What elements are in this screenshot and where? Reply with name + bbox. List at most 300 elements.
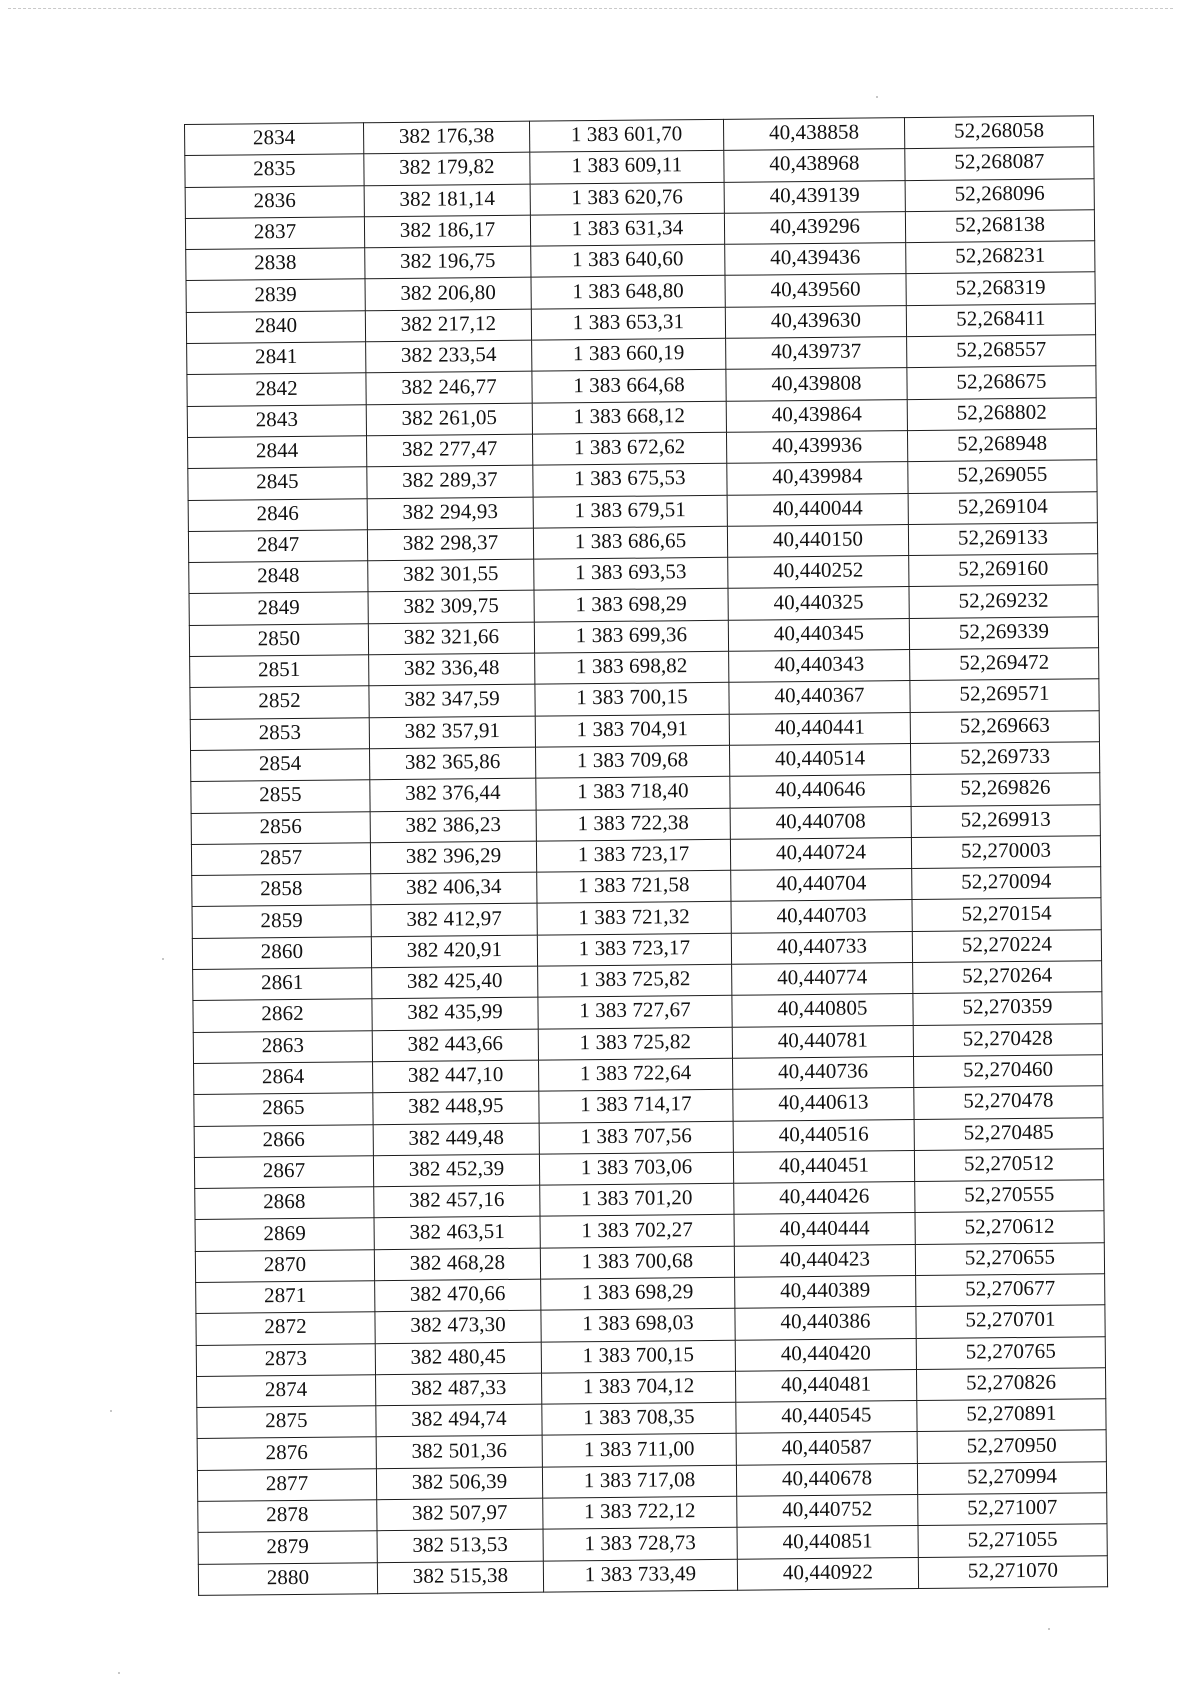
y-coordinate-cell <box>540 1183 734 1216</box>
x-coordinate-cell <box>365 246 531 279</box>
x-coordinate-cell-text: 382 473,30 <box>410 1312 506 1338</box>
y-coordinate-cell <box>542 1402 736 1435</box>
point-number-cell <box>188 436 367 469</box>
longitude-cell-text: 52,270478 <box>963 1088 1054 1113</box>
point-number-cell <box>191 811 370 844</box>
longitude-cell <box>913 992 1102 1025</box>
point-number-cell <box>185 154 364 187</box>
latitude-cell <box>724 180 905 213</box>
point-number-cell <box>194 1124 373 1157</box>
latitude-cell <box>732 994 913 1027</box>
point-number-cell-text: 2871 <box>263 1283 307 1308</box>
latitude-cell-text: 40,440345 <box>773 620 865 646</box>
latitude-cell-text: 40,440774 <box>777 964 868 990</box>
y-coordinate-cell <box>531 307 725 340</box>
x-coordinate-cell-text: 382 501,36 <box>411 1437 508 1463</box>
latitude-cell-text: 40,440423 <box>779 1246 871 1272</box>
x-coordinate-cell <box>376 1404 542 1437</box>
latitude-cell-text: 40,440044 <box>772 495 863 521</box>
y-coordinate-cell <box>532 370 726 403</box>
longitude-cell <box>905 147 1094 180</box>
y-coordinate-cell <box>532 401 726 434</box>
x-coordinate-cell-text: 382 176,38 <box>398 123 495 149</box>
latitude-cell-text: 40,440426 <box>779 1183 870 1209</box>
latitude-cell <box>736 1463 917 1496</box>
longitude-cell-text: 52,269339 <box>958 618 1050 644</box>
point-number-cell-text: 2868 <box>263 1189 306 1214</box>
latitude-cell-text: 40,440587 <box>781 1434 872 1459</box>
x-coordinate-cell-text: 382 277,47 <box>401 436 498 462</box>
longitude-cell <box>916 1305 1105 1338</box>
x-coordinate-cell <box>366 340 532 373</box>
x-coordinate-cell-text: 382 301,55 <box>402 561 499 587</box>
longitude-cell <box>910 679 1099 712</box>
x-coordinate-cell <box>375 1342 541 1375</box>
point-number-cell <box>197 1468 376 1501</box>
latitude-cell-text: 40,440733 <box>776 933 868 959</box>
longitude-cell-text: 52,270094 <box>961 868 1052 894</box>
x-coordinate-cell-text: 382 217,12 <box>400 310 497 336</box>
y-coordinate-cell-text: 1 383 660,19 <box>572 340 685 366</box>
point-number-cell-text: 2850 <box>257 625 301 651</box>
latitude-cell <box>727 524 908 557</box>
latitude-cell-text: 40,438968 <box>769 150 860 176</box>
longitude-cell <box>905 178 1094 211</box>
y-coordinate-cell <box>534 589 728 622</box>
x-coordinate-cell-text: 382 309,75 <box>403 592 499 618</box>
y-coordinate-cell <box>541 1309 735 1342</box>
latitude-cell <box>729 681 910 714</box>
longitude-cell-text: 52,268802 <box>956 399 1047 425</box>
x-coordinate-cell-text: 382 298,37 <box>402 530 499 555</box>
latitude-cell <box>727 493 908 526</box>
point-number-cell-text: 2834 <box>252 125 296 150</box>
latitude-cell <box>737 1495 918 1528</box>
y-coordinate-cell-text: 1 383 675,53 <box>574 465 686 491</box>
longitude-cell-text: 52,269232 <box>958 587 1049 613</box>
x-coordinate-cell <box>372 966 538 999</box>
x-coordinate-cell <box>366 403 532 436</box>
x-coordinate-cell <box>373 1060 539 1093</box>
point-number-cell-text: 2860 <box>260 938 304 964</box>
x-coordinate-cell <box>373 1091 539 1124</box>
point-number-cell-text: 2859 <box>260 907 303 932</box>
latitude-cell <box>723 118 904 151</box>
longitude-cell <box>916 1368 1105 1401</box>
latitude-cell-text: 40,439296 <box>769 213 861 239</box>
latitude-cell-text: 40,440736 <box>777 1058 869 1084</box>
longitude-cell-text: 52,269472 <box>959 649 1050 675</box>
x-coordinate-cell-text: 382 420,91 <box>406 936 503 962</box>
point-number-cell <box>190 686 369 719</box>
latitude-cell-text: 40,440752 <box>782 1496 873 1522</box>
longitude-cell-text: 52,270891 <box>966 1400 1057 1426</box>
y-coordinate-cell-text: 1 383 714,17 <box>580 1091 692 1117</box>
x-coordinate-cell <box>373 1123 539 1156</box>
y-coordinate-cell <box>537 902 731 935</box>
point-number-cell <box>197 1406 376 1439</box>
latitude-cell-text: 40,440703 <box>776 902 867 927</box>
x-coordinate-cell-text: 382 347,59 <box>404 686 500 712</box>
x-coordinate-cell <box>365 309 531 342</box>
y-coordinate-cell-text: 1 383 601,70 <box>570 121 683 147</box>
longitude-cell <box>912 867 1101 900</box>
latitude-cell <box>731 931 912 964</box>
latitude-cell-text: 40,439984 <box>772 463 863 489</box>
x-coordinate-cell <box>370 747 536 780</box>
point-number-cell-text: 2854 <box>258 750 302 776</box>
x-coordinate-cell-text: 382 357,91 <box>404 717 501 743</box>
y-coordinate-cell <box>537 870 731 903</box>
y-coordinate-cell-text: 1 383 707,56 <box>580 1122 693 1148</box>
x-coordinate-cell <box>374 1248 540 1281</box>
y-coordinate-cell <box>542 1465 736 1498</box>
y-coordinate-cell-text: 1 383 728,73 <box>584 1529 696 1555</box>
point-number-cell <box>196 1312 375 1345</box>
latitude-cell-text: 40,440389 <box>780 1277 871 1303</box>
coordinates-table-body <box>185 116 1108 1596</box>
point-number-cell-text: 2865 <box>262 1095 305 1120</box>
point-number-cell-text: 2849 <box>257 594 300 619</box>
latitude-cell <box>729 743 910 776</box>
longitude-cell-text: 52,268138 <box>954 211 1046 237</box>
x-coordinate-cell <box>368 622 534 655</box>
longitude-cell-text: 52,270677 <box>965 1275 1056 1301</box>
longitude-cell <box>910 648 1099 681</box>
latitude-cell <box>735 1338 916 1371</box>
x-coordinate-cell-text: 382 506,39 <box>411 1468 508 1494</box>
point-number-cell <box>198 1562 377 1595</box>
point-number-cell <box>189 592 368 625</box>
latitude-cell-text: 40,440386 <box>780 1308 871 1334</box>
scan-speck <box>876 96 878 98</box>
y-coordinate-cell-text: 1 383 679,51 <box>574 496 687 522</box>
latitude-cell <box>730 837 911 870</box>
y-coordinate-cell <box>535 714 729 747</box>
x-coordinate-cell <box>375 1279 541 1312</box>
longitude-cell-text: 52,270994 <box>966 1463 1058 1489</box>
y-coordinate-cell <box>535 745 729 778</box>
latitude-cell <box>725 305 906 338</box>
latitude-cell-text: 40,440444 <box>779 1215 870 1240</box>
x-coordinate-cell-text: 382 294,93 <box>402 498 499 524</box>
x-coordinate-cell-text: 382 457,16 <box>408 1187 505 1213</box>
longitude-cell-text: 52,268557 <box>956 336 1047 362</box>
longitude-cell <box>913 1023 1102 1056</box>
x-coordinate-cell-text: 382 449,48 <box>408 1124 505 1150</box>
point-number-cell <box>192 905 371 938</box>
point-number-cell <box>197 1375 376 1408</box>
point-number-cell <box>188 467 367 500</box>
x-coordinate-cell <box>371 935 537 968</box>
point-number-cell-text: 2879 <box>266 1533 309 1558</box>
y-coordinate-cell <box>543 1496 737 1529</box>
point-number-cell <box>186 311 365 344</box>
point-number-cell-text: 2838 <box>254 250 297 275</box>
longitude-cell-text: 52,269104 <box>957 493 1048 519</box>
point-number-cell-text: 2875 <box>265 1408 308 1433</box>
x-coordinate-cell <box>367 465 533 498</box>
y-coordinate-cell-text: 1 383 702,27 <box>581 1216 693 1242</box>
point-number-cell-text: 2877 <box>265 1470 309 1496</box>
latitude-cell-text: 40,440922 <box>782 1559 874 1585</box>
longitude-cell-text: 52,270612 <box>964 1213 1055 1239</box>
latitude-cell-text: 40,440451 <box>778 1152 870 1178</box>
latitude-cell <box>728 618 909 651</box>
point-number-cell <box>191 843 370 876</box>
point-number-cell-text: 2845 <box>256 469 299 494</box>
longitude-cell-text: 52,270003 <box>960 837 1052 863</box>
x-coordinate-cell-text: 382 470,66 <box>409 1281 506 1307</box>
x-coordinate-cell-text: 382 181,14 <box>399 185 496 211</box>
x-coordinate-cell <box>364 152 530 185</box>
x-coordinate-cell-text: 382 507,97 <box>411 1500 508 1526</box>
point-number-cell-text: 2843 <box>255 406 299 432</box>
latitude-cell <box>735 1276 916 1309</box>
y-coordinate-cell <box>534 620 728 653</box>
y-coordinate-cell <box>530 213 724 246</box>
y-coordinate-cell <box>529 119 723 152</box>
longitude-cell-text: 52,270264 <box>962 962 1053 988</box>
point-number-cell-text: 2876 <box>265 1439 309 1464</box>
point-number-cell-text: 2869 <box>263 1220 306 1245</box>
y-coordinate-cell-text: 1 383 701,20 <box>580 1185 693 1211</box>
x-coordinate-cell-text: 382 494,74 <box>411 1406 507 1432</box>
longitude-cell <box>908 460 1097 493</box>
point-number-cell-text: 2872 <box>264 1314 307 1339</box>
latitude-cell-text: 40,439808 <box>771 370 862 395</box>
latitude-cell <box>728 587 909 620</box>
longitude-cell-text: 52,270359 <box>962 994 1053 1020</box>
x-coordinate-cell-text: 382 261,05 <box>401 404 498 430</box>
x-coordinate-cell <box>370 841 536 874</box>
x-coordinate-cell-text: 382 206,80 <box>400 279 496 305</box>
latitude-cell <box>733 1088 914 1121</box>
x-coordinate-cell-text: 382 513,53 <box>412 1531 509 1557</box>
x-coordinate-cell-text: 382 452,39 <box>408 1155 505 1181</box>
latitude-cell <box>732 1056 913 1089</box>
x-coordinate-cell-text: 382 447,10 <box>407 1062 504 1087</box>
latitude-cell-text: 40,439864 <box>771 401 863 427</box>
x-coordinate-cell-text: 382 289,37 <box>402 467 498 493</box>
x-coordinate-cell <box>368 591 534 624</box>
y-coordinate-cell-text: 1 383 698,82 <box>575 653 688 679</box>
longitude-cell-text: 52,269913 <box>960 806 1051 832</box>
y-coordinate-cell <box>540 1246 734 1279</box>
x-coordinate-cell-text: 382 179,82 <box>399 154 495 180</box>
x-coordinate-cell <box>370 778 536 811</box>
point-number-cell <box>185 217 364 250</box>
latitude-cell <box>727 462 908 495</box>
longitude-cell <box>912 929 1101 962</box>
y-coordinate-cell <box>533 526 727 559</box>
longitude-cell-text: 52,270512 <box>963 1150 1055 1176</box>
y-coordinate-cell <box>541 1340 735 1373</box>
longitude-cell <box>914 1117 1103 1150</box>
point-number-cell-text: 2842 <box>255 375 298 400</box>
latitude-cell-text: 40,440325 <box>773 589 864 614</box>
longitude-cell <box>910 742 1099 775</box>
x-coordinate-cell <box>376 1467 542 1500</box>
point-number-cell <box>186 279 365 312</box>
latitude-cell-text: 40,440516 <box>778 1121 869 1146</box>
y-coordinate-cell-text: 1 383 704,91 <box>576 715 689 742</box>
point-number-cell <box>187 342 366 375</box>
y-coordinate-cell-text: 1 383 631,34 <box>571 215 684 241</box>
y-coordinate-cell-text: 1 383 721,58 <box>577 872 690 898</box>
x-coordinate-cell <box>372 1029 538 1062</box>
y-coordinate-cell <box>541 1277 735 1310</box>
x-coordinate-cell-text: 382 448,95 <box>408 1093 504 1119</box>
y-coordinate-cell-text: 1 383 711,00 <box>583 1435 695 1461</box>
y-coordinate-cell-text: 1 383 723,17 <box>577 841 690 867</box>
point-number-cell-text: 2874 <box>264 1376 308 1402</box>
x-coordinate-cell-text: 382 480,45 <box>410 1343 507 1369</box>
point-number-cell-text: 2852 <box>258 688 301 713</box>
longitude-cell <box>909 616 1098 649</box>
longitude-cell <box>916 1274 1105 1307</box>
y-coordinate-cell-text: 1 383 723,17 <box>578 935 691 961</box>
point-number-cell-text: 2853 <box>258 719 302 745</box>
point-number-cell <box>188 530 367 563</box>
latitude-cell <box>734 1182 915 1215</box>
point-number-cell-text: 2841 <box>254 344 298 369</box>
latitude-cell-text: 40,439139 <box>769 182 860 208</box>
latitude-cell-text: 40,439560 <box>770 276 861 302</box>
longitude-cell-text: 52,268231 <box>955 243 1046 268</box>
point-number-cell-text: 2867 <box>262 1157 306 1183</box>
longitude-cell <box>907 397 1096 430</box>
x-coordinate-cell <box>364 215 530 248</box>
longitude-cell-text: 52,270950 <box>966 1432 1057 1458</box>
x-coordinate-cell <box>375 1310 541 1343</box>
y-coordinate-cell-text: 1 383 725,82 <box>578 966 691 992</box>
y-coordinate-cell <box>535 651 729 684</box>
latitude-cell-text: 40,439737 <box>771 338 862 364</box>
longitude-cell-text: 52,270485 <box>963 1119 1054 1145</box>
y-coordinate-cell-text: 1 383 733,49 <box>584 1560 697 1587</box>
latitude-cell-text: 40,440367 <box>774 682 865 708</box>
longitude-cell <box>906 304 1095 337</box>
y-coordinate-cell <box>531 276 725 309</box>
point-number-cell-text: 2873 <box>264 1345 308 1371</box>
longitude-cell <box>915 1211 1104 1244</box>
longitude-cell <box>914 1086 1103 1119</box>
x-coordinate-cell-text: 382 435,99 <box>407 999 503 1025</box>
y-coordinate-cell <box>533 495 727 528</box>
latitude-cell <box>735 1369 916 1402</box>
y-coordinate-cell <box>537 933 731 966</box>
y-coordinate-cell-text: 1 383 620,76 <box>571 183 684 210</box>
latitude-cell-text: 40,440252 <box>773 557 864 583</box>
longitude-cell <box>908 523 1097 556</box>
latitude-cell <box>725 274 906 307</box>
longitude-cell <box>913 961 1102 994</box>
latitude-cell-text: 40,439630 <box>770 307 862 333</box>
point-number-cell <box>189 624 368 657</box>
longitude-cell-text: 52,269133 <box>957 524 1049 550</box>
y-coordinate-cell <box>534 557 728 590</box>
x-coordinate-cell <box>373 1154 539 1187</box>
longitude-cell <box>917 1461 1106 1494</box>
x-coordinate-cell <box>368 559 534 592</box>
point-number-cell-text: 2836 <box>253 187 297 213</box>
longitude-cell-text: 52,268411 <box>956 305 1046 331</box>
y-coordinate-cell-text: 1 383 686,65 <box>574 528 687 554</box>
point-number-cell <box>194 1156 373 1189</box>
x-coordinate-cell <box>367 434 533 467</box>
latitude-cell <box>731 869 912 902</box>
latitude-cell <box>724 149 905 182</box>
y-coordinate-cell <box>536 777 730 810</box>
y-coordinate-cell <box>530 151 724 184</box>
y-coordinate-cell <box>539 1089 733 1122</box>
point-number-cell <box>192 874 371 907</box>
point-number-cell <box>196 1343 375 1376</box>
y-coordinate-cell-text: 1 383 717,08 <box>583 1467 696 1493</box>
point-number-cell-text: 2848 <box>257 563 300 588</box>
point-number-cell <box>196 1281 375 1314</box>
scan-edge-line <box>8 8 1173 9</box>
scan-speck <box>162 958 164 960</box>
y-coordinate-cell <box>540 1215 734 1248</box>
point-number-cell-text: 2858 <box>260 876 303 901</box>
latitude-cell <box>737 1526 918 1559</box>
x-coordinate-cell-text: 382 386,23 <box>405 811 502 837</box>
longitude-cell <box>908 491 1097 524</box>
latitude-cell <box>732 963 913 996</box>
longitude-cell <box>911 773 1100 806</box>
longitude-cell <box>904 116 1093 149</box>
y-coordinate-cell-text: 1 383 704,12 <box>582 1373 695 1399</box>
latitude-cell <box>730 806 911 839</box>
x-coordinate-cell <box>365 278 531 311</box>
latitude-cell <box>734 1213 915 1246</box>
latitude-cell-text: 40,440805 <box>777 995 868 1021</box>
longitude-cell <box>906 272 1095 305</box>
x-coordinate-cell <box>376 1373 542 1406</box>
coordinates-table <box>184 115 1108 1596</box>
latitude-cell-text: 40,439436 <box>770 244 861 270</box>
y-coordinate-cell-text: 1 383 722,12 <box>583 1498 696 1524</box>
y-coordinate-cell-text: 1 383 721,32 <box>578 903 690 929</box>
x-coordinate-cell-text: 382 246,77 <box>401 373 497 399</box>
x-coordinate-cell <box>364 184 530 217</box>
latitude-cell-text: 40,440724 <box>775 839 867 865</box>
y-coordinate-cell-text: 1 383 609,11 <box>571 152 683 178</box>
point-number-cell-text: 2880 <box>266 1564 310 1590</box>
longitude-cell-text: 52,270655 <box>964 1244 1056 1270</box>
y-coordinate-cell <box>539 1121 733 1154</box>
x-coordinate-cell-text: 382 321,66 <box>403 623 500 649</box>
latitude-cell <box>726 368 907 401</box>
point-number-cell <box>198 1531 377 1564</box>
y-coordinate-cell <box>543 1559 737 1592</box>
longitude-cell-text: 52,269160 <box>958 556 1049 581</box>
longitude-cell <box>914 1149 1103 1182</box>
point-number-cell-text: 2864 <box>261 1063 305 1089</box>
longitude-cell-text: 52,270765 <box>965 1338 1057 1364</box>
longitude-cell-text: 52,271070 <box>967 1557 1059 1583</box>
longitude-cell-text: 52,268675 <box>956 368 1047 394</box>
latitude-cell-text: 40,440613 <box>778 1089 869 1115</box>
point-number-cell <box>191 749 370 782</box>
longitude-cell <box>918 1555 1107 1588</box>
latitude-cell-text: 40,440646 <box>775 776 866 802</box>
point-number-cell-text: 2856 <box>259 813 303 838</box>
longitude-cell-text: 52,270555 <box>964 1181 1055 1207</box>
x-coordinate-cell <box>372 997 538 1030</box>
